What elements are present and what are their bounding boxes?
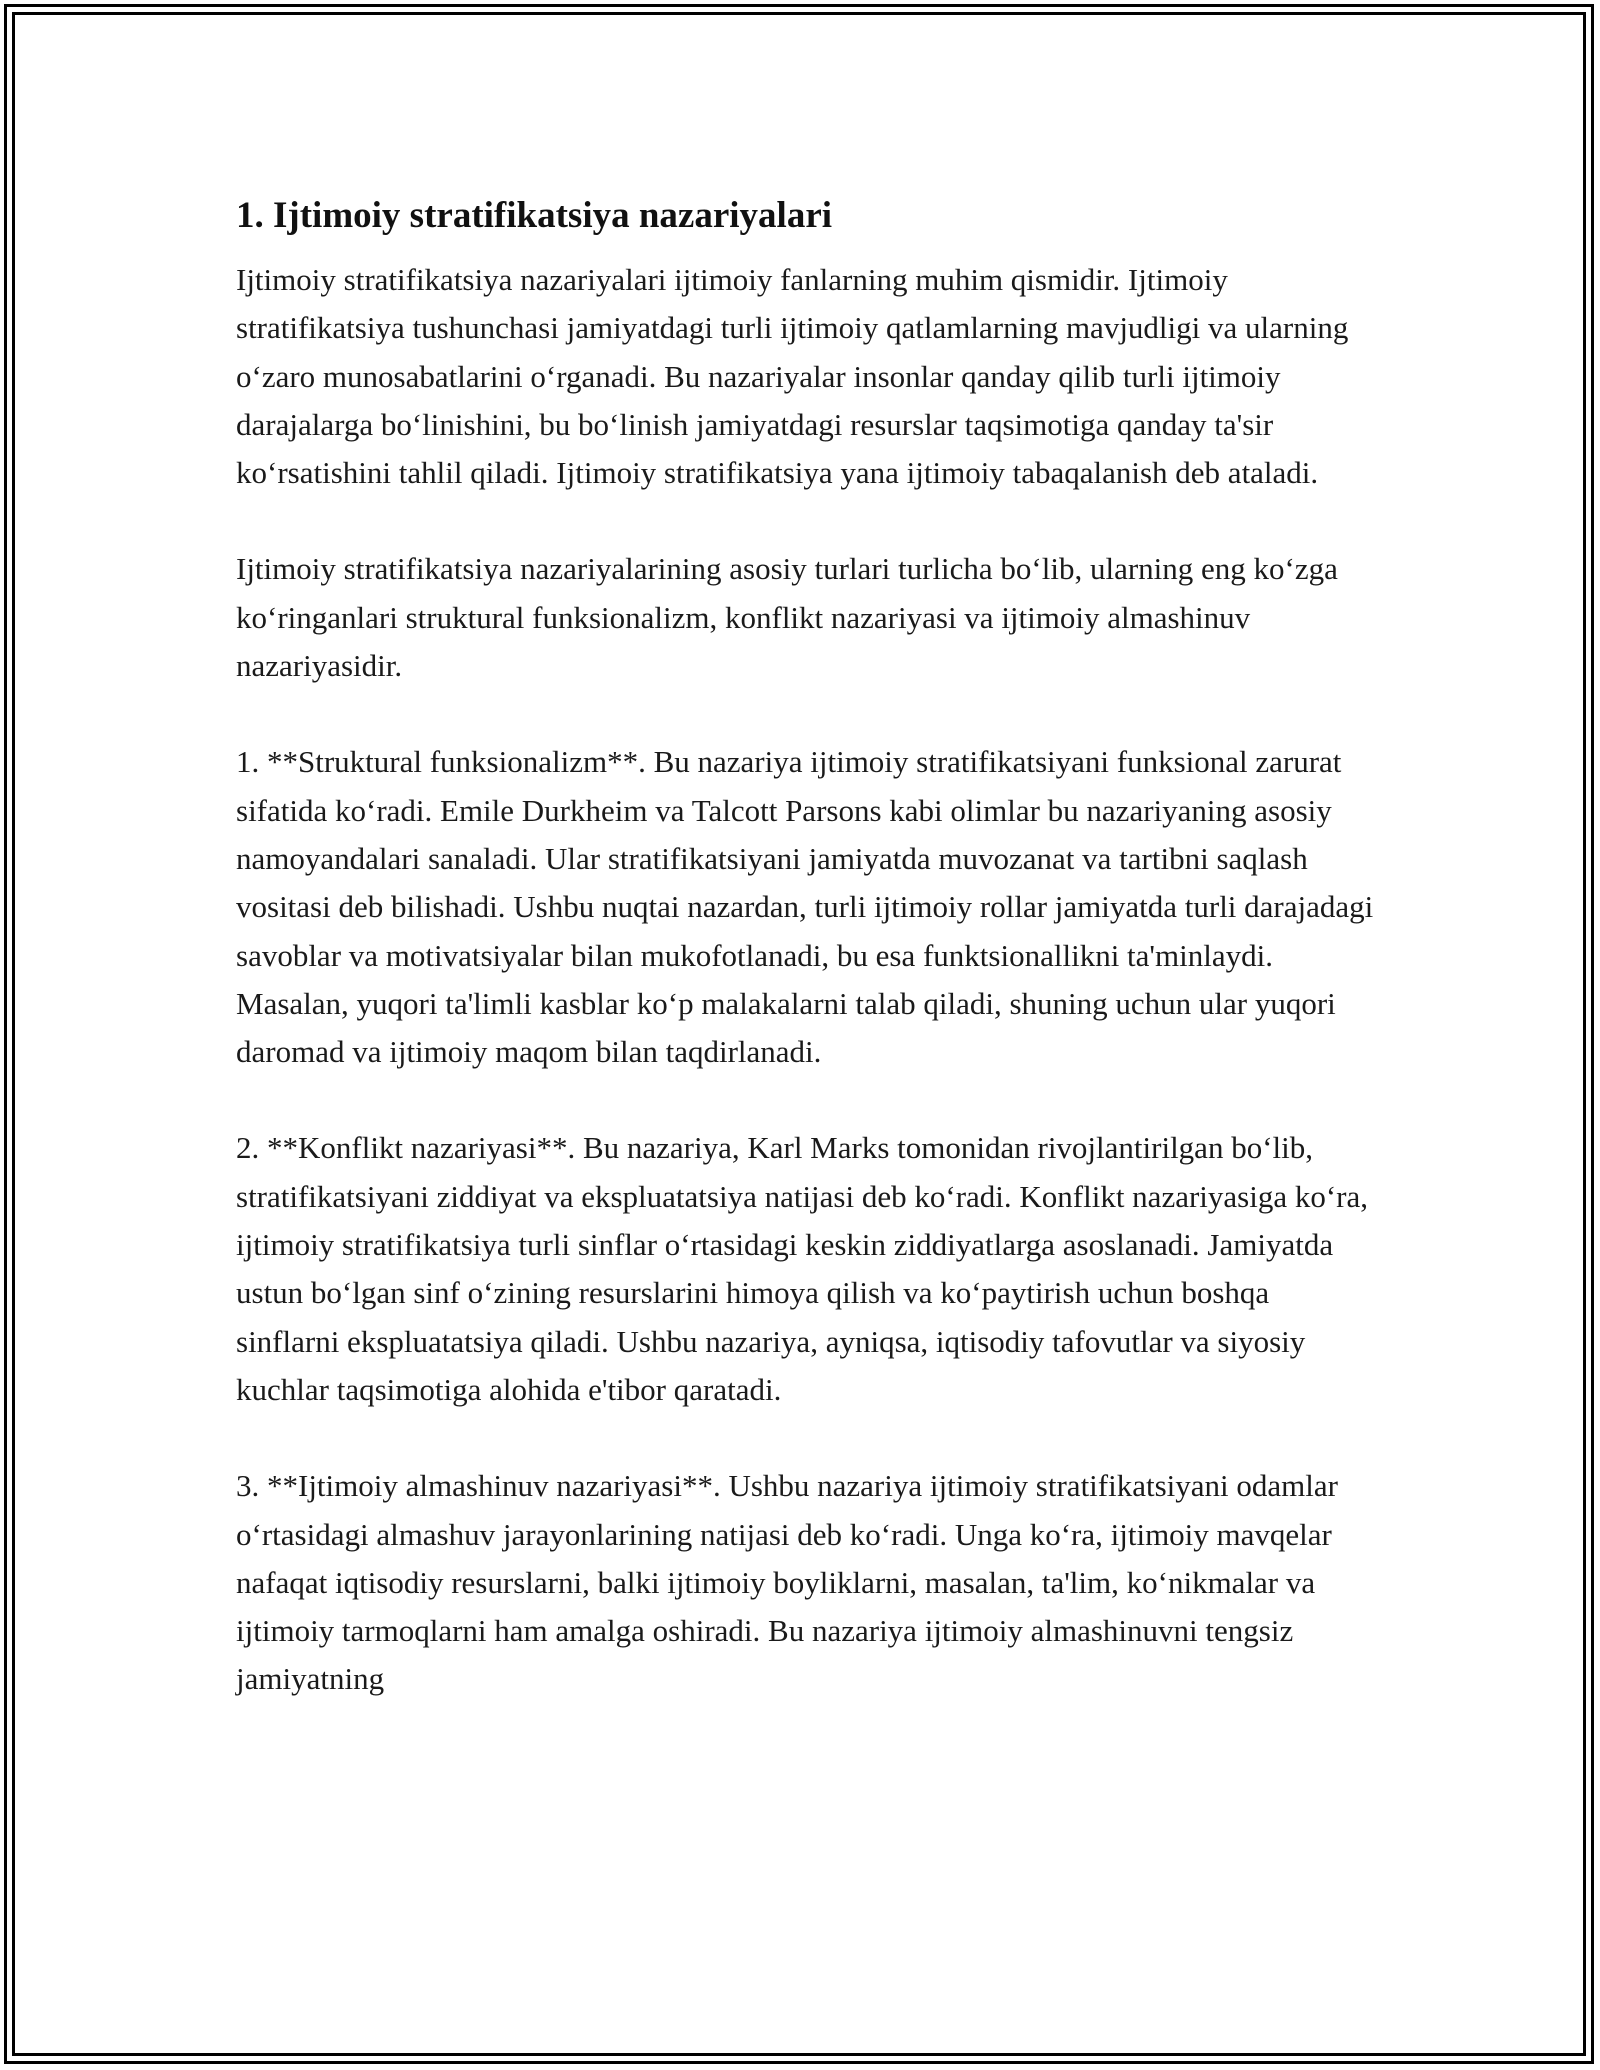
paragraph-social-exchange-theory: 3. **Ijtimoiy almashinuv nazariyasi**. Ushbu nazariya ijtimoiy stratifikatsiyani odamlar o‘rtasidagi almashuv jarayonlarining natijasi deb ko‘radi. Unga ko‘ra, ijtimoiy mavqelar nafaqat iqtisodiy resurslarni, balki ijtimoiy boyliklarni, masalan, ta'lim, ko‘nikmalar va ijtimoiy tarmoqlarni ham amalga oshiradi. Bu nazariya ijtimoiy almashinuvni tengsiz jamiyatning (236, 1468, 1338, 1697)
document-body (236, 188, 1376, 1752)
paragraph-structural-functionalism: 1. **Struktural funksionalizm**. Bu nazariya ijtimoiy stratifikatsiyani funksional zarurat sifatida ko‘radi. Emile Durkheim va Talcott Parsons kabi olimlar bu nazariyaning asosiy namoyandalari sanaladi. Ular stratifikatsiyani jamiyatda muvozanat va tartibni saqlash vositasi deb bilishadi. Ushbu nuqtai nazardan, turli ijtimoiy rollar jamiyatda turli darajadagi savoblar va motivatsiyalar bilan mukofotlanadi, bu esa funktsionallikni ta'minlaydi. Masalan, yuqori ta'limli kasblar ko‘p malakalarni talab qiladi, shuning uchun ular yuqori daromad va ijtimoiy maqom bilan taqdirlanadi. (236, 744, 1374, 1070)
page-title: 1. Ijtimoiy stratifikatsiya nazariyalari (236, 195, 833, 236)
paragraph-types: Ijtimoiy stratifikatsiya nazariyalarining asosiy turlari turlicha bo‘lib, ularning eng ko‘zga ko‘ringanlari struktural funksionalizm, konflikt nazariyasi va ijtimoiy almashinuv nazariyasidir. (236, 551, 1338, 684)
paragraph-intro: Ijtimoiy stratifikatsiya nazariyalari ijtimoiy fanlarning muhim qismidir. Ijtimoiy stratifikatsiya tushunchasi jamiyatdagi turli ijtimoiy qatlamlarning mavjudligi va ularning o‘zaro munosabatlarini o‘rganadi. Bu nazariyalar insonlar qanday qilib turli ijtimoiy darajalarga bo‘linishini, bu bo‘linish jamiyatdagi resurslar taqsimotiga qanday ta'sir ko‘rsatishini tahlil qiladi. Ijtimoiy stratifikatsiya yana ijtimoiy tabaqalanish deb ataladi. (236, 262, 1349, 491)
paragraph-conflict-theory: 2. **Konflikt nazariyasi**. Bu nazariya, Karl Marks tomonidan rivojlantirilgan bo‘lib, stratifikatsiyani ziddiyat va ekspluatatsiya natijasi deb ko‘radi. Konflikt nazariyasiga ko‘ra, ijtimoiy stratifikatsiya turli sinflar o‘rtasidagi keskin ziddiyatlarga asoslanadi. Jamiyatda ustun bo‘lgan sinf o‘zining resurslarini himoya qilish va ko‘paytirish uchun boshqa sinflarni ekspluatatsiya qiladi. Ushbu nazariya, ayniqsa, iqtisodiy tafovutlar va siyosiy kuchlar taqsimotiga alohida e'tibor qaratadi. (236, 1130, 1368, 1407)
